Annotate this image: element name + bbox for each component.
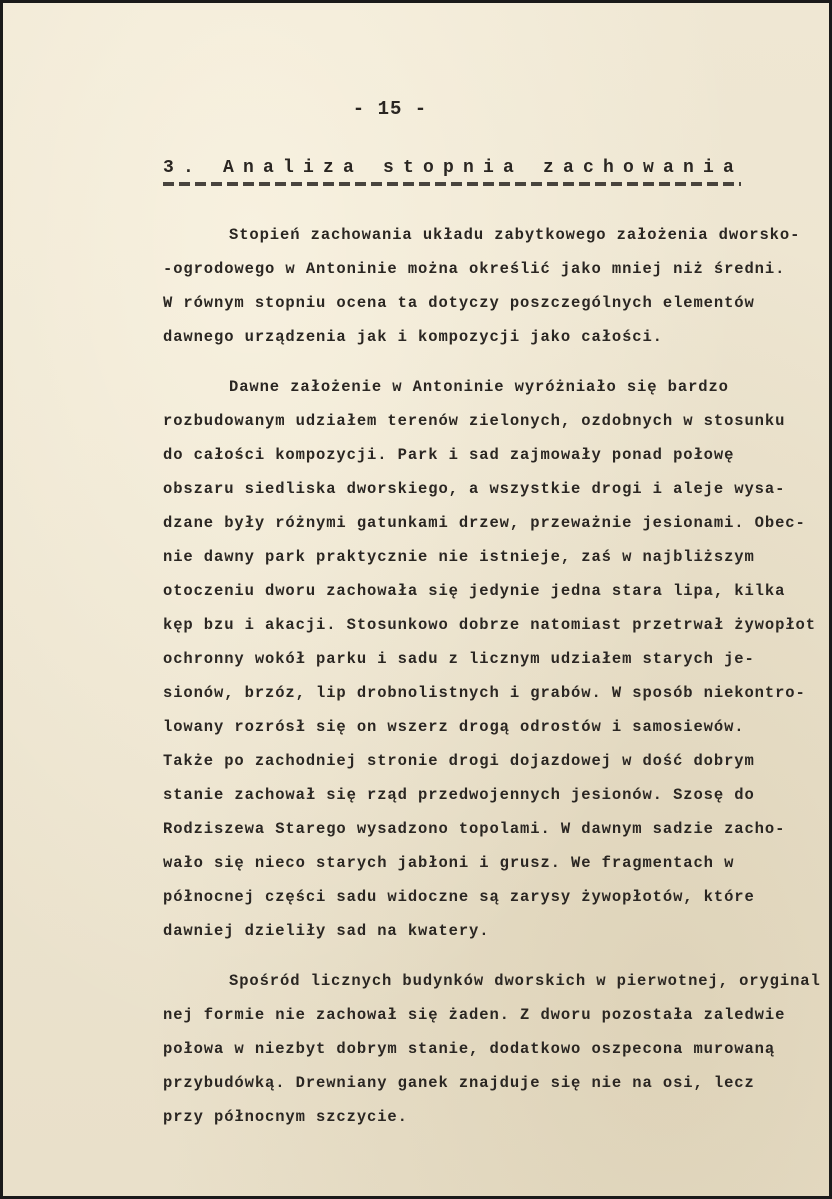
- text-line: Rodziszewa Starego wysadzono topolami. W dawnym sadzie zacho-: [163, 820, 786, 838]
- text-line: nie dawny park praktycznie nie istnieje, zaś w najbliższym: [163, 548, 755, 566]
- paragraph-gap: [163, 948, 823, 964]
- text-line: dzane były różnymi gatunkami drzew, przeważnie jesionami. Obec-: [163, 514, 806, 532]
- paragraph: [163, 218, 823, 354]
- body-text: [163, 218, 823, 1134]
- text-line: Także po zachodniej stronie drogi dojazdowej w dość dobrym: [163, 752, 755, 770]
- text-line: wało się nieco starych jabłoni i grusz. We fragmentach w: [163, 854, 735, 872]
- text-line: otoczeniu dworu zachowała się jedynie jedna stara lipa, kilka: [163, 582, 786, 600]
- text-line: północnej części sadu widoczne są zarysy żywopłotów, które: [163, 888, 755, 906]
- text-line: do całości kompozycji. Park i sad zajmowały ponad połowę: [163, 446, 735, 464]
- text-line: -ogrodowego w Antoninie można określić jako mniej niż średni.: [163, 260, 786, 278]
- text-line: W równym stopniu ocena ta dotyczy poszczególnych elementów: [163, 294, 755, 312]
- text-line: dawniej dzieliły sad na kwatery.: [163, 922, 490, 940]
- text-line: stanie zachował się rząd przedwojennych jesionów. Szosę do: [163, 786, 755, 804]
- paragraph: [163, 964, 823, 1134]
- text-line: Dawne założenie w Antoninie wyróżniało się bardzo: [229, 378, 729, 396]
- text-line: obszaru siedliska dworskiego, a wszystkie drogi i aleje wysa-: [163, 480, 786, 498]
- paragraph: [163, 370, 823, 948]
- text-line: rozbudowanym udziałem terenów zielonych, ozdobnych w stosunku: [163, 412, 786, 430]
- text-line: przybudówką. Drewniany ganek znajduje się nie na osi, lecz: [163, 1074, 755, 1092]
- paragraph-gap: [163, 354, 823, 370]
- text-line: Stopień zachowania układu zabytkowego założenia dworsko-: [229, 226, 801, 244]
- text-line: ochronny wokół parku i sadu z licznym udziałem starych je-: [163, 650, 755, 668]
- text-line: sionów, brzóz, lip drobnolistnych i grabów. W sposób niekontro-: [163, 684, 806, 702]
- text-line: dawnego urządzenia jak i kompozycji jako całości.: [163, 328, 663, 346]
- text-line: nej formie nie zachował się żaden. Z dworu pozostała zaledwie: [163, 1006, 786, 1024]
- section-title: 3. Analiza stopnia zachowania: [163, 158, 744, 178]
- page-number: - 15 -: [352, 98, 428, 120]
- text-line: kęp bzu i akacji. Stosunkowo dobrze natomiast przetrwał żywopłot: [163, 616, 816, 634]
- text-line: lowany rozrósł się on wszerz drogą odrostów i samosiewów.: [163, 718, 745, 736]
- text-line: połowa w niezbyt dobrym stanie, dodatkowo oszpecona murowaną: [163, 1040, 776, 1058]
- text-line: przy północnym szczycie.: [163, 1108, 408, 1126]
- title-underline: [163, 182, 741, 186]
- text-line: Spośród licznych budynków dworskich w pierwotnej, oryginal: [229, 972, 821, 990]
